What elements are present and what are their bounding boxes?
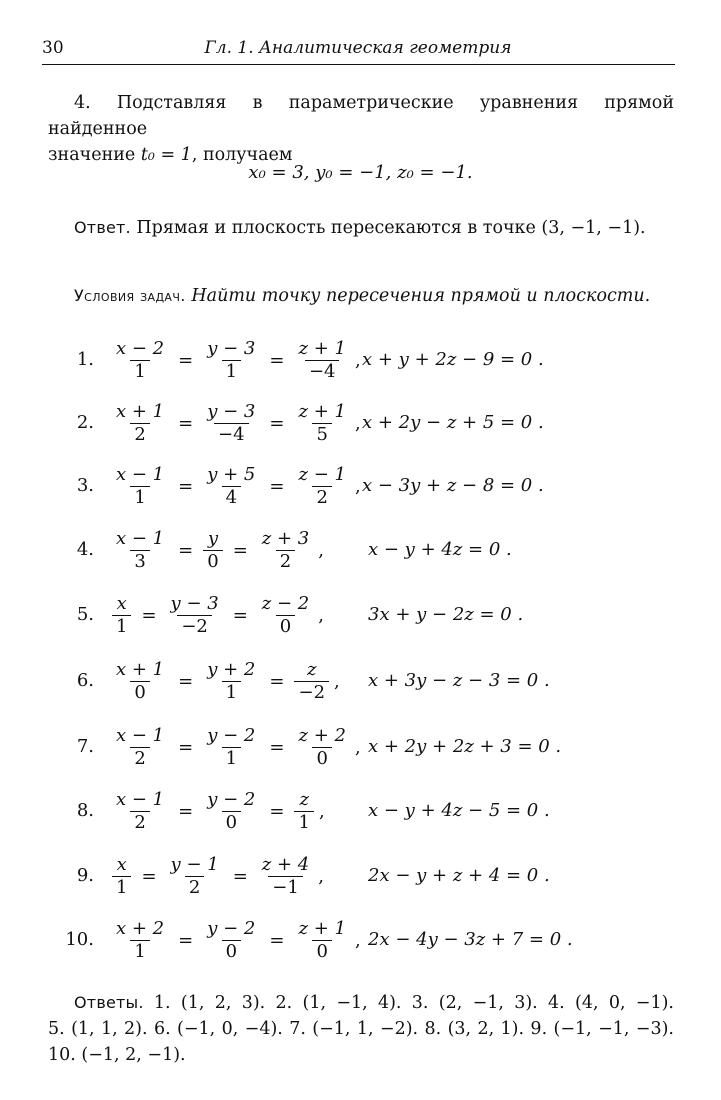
numerator: z − 1 [298, 463, 346, 485]
intro-paragraph [48, 90, 674, 168]
fraction [203, 338, 259, 383]
conditions-task: Найти точку пересечения прямой и плоскости. [191, 286, 651, 306]
numerator: x − 1 [116, 724, 165, 746]
header-rule [42, 64, 675, 65]
fraction [112, 918, 168, 963]
fraction [112, 401, 168, 446]
comma: , [318, 800, 325, 822]
denominator: 1 [130, 486, 149, 509]
comma: , [318, 604, 324, 626]
fraction [203, 789, 259, 834]
problem-number: 4. [76, 539, 94, 560]
equals-sign: = [141, 865, 157, 887]
fraction [258, 528, 313, 573]
denominator: 1 [112, 876, 131, 899]
numerator: z + 1 [298, 917, 346, 939]
fraction [294, 401, 349, 446]
fraction [112, 338, 168, 383]
plane-equation: x + y + 2z − 9 = 0 . [362, 349, 544, 370]
numerator: y [207, 527, 219, 549]
problem-row [0, 651, 721, 711]
denominator: 2 [130, 747, 149, 770]
fraction [203, 401, 259, 446]
numerator: y − 2 [207, 724, 256, 746]
running-header [42, 38, 674, 62]
fraction [294, 789, 313, 834]
plane-equation: x − y + 4z = 0 . [368, 539, 512, 560]
intro-prefix: значение [48, 145, 141, 165]
comma: , [354, 736, 361, 758]
numerator: y − 1 [170, 853, 219, 875]
numerator: y − 2 [207, 917, 256, 939]
comma: , [354, 475, 361, 497]
fraction [112, 593, 131, 638]
fraction [112, 659, 168, 704]
numerator: y − 3 [170, 592, 219, 614]
answers-line-1 [48, 990, 674, 1016]
problem-number: 3. [76, 475, 94, 496]
numerator: z + 1 [298, 400, 346, 422]
line-equation [108, 585, 324, 645]
intro-line-1: 4. Подставляя в параметрические уравнения прямой найденное [48, 93, 674, 139]
numerator: y + 5 [207, 463, 256, 485]
line-equation [108, 520, 324, 580]
fraction [167, 854, 223, 899]
problem-row [0, 456, 721, 516]
problem-row [0, 393, 721, 453]
denominator: 0 [222, 940, 241, 963]
denominator: 2 [130, 423, 149, 446]
numerator: z + 1 [298, 337, 346, 359]
answers-line-2: 5. (1, 1, 2). 6. (−1, 0, −4). 7. (−1, 1, −2). 8. (3, 2, 1). 9. (−1, −1, −3). [48, 1019, 674, 1039]
conditions-label: Условия задач. [74, 286, 186, 305]
fraction [112, 725, 168, 770]
plane-equation: x + 2y + 2z + 3 = 0 . [368, 736, 562, 757]
equals-sign: = [232, 539, 248, 561]
line-equation [108, 330, 361, 390]
denominator: 3 [130, 550, 149, 573]
equals-sign: = [178, 670, 194, 692]
denominator: −4 [214, 423, 249, 446]
comma: , [334, 670, 340, 692]
denominator: −2 [177, 615, 212, 638]
numerator: z + 3 [261, 527, 310, 549]
denominator: 0 [222, 811, 241, 834]
numerator: x − 2 [116, 337, 165, 359]
numerator: x + 2 [116, 917, 165, 939]
line-equation [108, 717, 361, 777]
problem-number: 9. [76, 865, 94, 886]
problem-row [0, 910, 721, 970]
equals-sign: = [269, 475, 285, 497]
problem-row [0, 330, 721, 390]
denominator: 4 [222, 486, 241, 509]
equals-sign: = [269, 800, 285, 822]
plane-equation: x + 3y − z − 3 = 0 . [368, 670, 550, 691]
numerator: z + 2 [298, 724, 346, 746]
equals-sign: = [232, 865, 248, 887]
equals-sign: = [141, 604, 157, 626]
line-equation [108, 456, 361, 516]
problem-number: 6. [76, 670, 94, 691]
problem-row [0, 781, 721, 841]
denominator: 2 [130, 811, 149, 834]
denominator: 2 [185, 876, 204, 899]
denominator: 2 [312, 486, 331, 509]
equals-sign: = [178, 800, 194, 822]
numerator: x + 1 [116, 400, 165, 422]
numerator: z [307, 658, 317, 680]
fraction [203, 464, 259, 509]
denominator: 1 [112, 615, 131, 638]
fraction [294, 725, 349, 770]
equals-sign: = [178, 736, 194, 758]
fraction [112, 789, 168, 834]
equals-sign: = [269, 412, 285, 434]
fraction [203, 659, 259, 704]
plane-equation: 3x + y − 2z = 0 . [368, 604, 524, 625]
denominator: 0 [312, 747, 331, 770]
fraction [294, 918, 349, 963]
fraction [203, 528, 222, 573]
denominator: 0 [276, 615, 295, 638]
numerator: z − 2 [261, 592, 310, 614]
denominator: 5 [312, 423, 331, 446]
problem-number: 2. [76, 412, 94, 433]
fraction [167, 593, 223, 638]
fraction [258, 854, 313, 899]
fraction [294, 659, 329, 704]
denominator: 1 [294, 811, 313, 834]
denominator: 1 [222, 681, 241, 704]
comma: , [318, 539, 324, 561]
denominator: 1 [222, 747, 241, 770]
numerator: x [116, 592, 127, 614]
plane-equation: x − y + 4z − 5 = 0 . [368, 800, 550, 821]
equals-sign: = [269, 929, 285, 951]
answers-block [48, 990, 674, 1068]
fraction [258, 593, 313, 638]
numerator: x [116, 853, 127, 875]
equals-sign: = [178, 349, 194, 371]
fraction [294, 464, 349, 509]
answers-line-1-text: 1. (1, 2, 3). 2. (1, −1, 4). 3. (2, −1, 3). 4. (4, 0, −1). [143, 993, 674, 1013]
fraction [203, 918, 259, 963]
line-equation [108, 651, 340, 711]
line-equation [108, 910, 361, 970]
numerator: y − 3 [207, 337, 256, 359]
equals-sign: = [178, 539, 194, 561]
answer-label: Ответ. [74, 218, 131, 237]
comma: , [318, 865, 324, 887]
answer-line [74, 218, 646, 238]
answers-line-3: 10. (−1, 2, −1). [48, 1045, 186, 1065]
problem-number: 7. [76, 736, 94, 757]
problem-row [0, 846, 721, 906]
equals-sign: = [269, 349, 285, 371]
equals-sign: = [178, 475, 194, 497]
line-equation [108, 781, 325, 841]
denominator: 0 [203, 550, 222, 573]
problem-row [0, 520, 721, 580]
problem-number: 5. [76, 604, 94, 625]
equals-sign: = [178, 412, 194, 434]
conditions-line [74, 286, 650, 306]
denominator: 1 [222, 360, 241, 383]
comma: , [354, 929, 361, 951]
plane-equation: x + 2y − z + 5 = 0 . [362, 412, 544, 433]
equals-sign: = [232, 604, 248, 626]
answer-text: Прямая и плоскость пересекаются в точке (3, −1, −1). [136, 218, 646, 238]
numerator: z + 4 [261, 853, 310, 875]
plane-equation: x − 3y + z − 8 = 0 . [362, 475, 544, 496]
denominator: 0 [130, 681, 149, 704]
answers-label: Ответы. [74, 993, 144, 1012]
numerator: z [299, 788, 309, 810]
fraction [112, 854, 131, 899]
numerator: y − 3 [207, 400, 256, 422]
denominator: −2 [294, 681, 329, 704]
denominator: −1 [268, 876, 303, 899]
comma: , [354, 412, 361, 434]
numerator: x − 1 [116, 463, 165, 485]
fraction [203, 725, 259, 770]
equals-sign: = [269, 670, 285, 692]
plane-equation: 2x − 4y − 3z + 7 = 0 . [368, 929, 573, 950]
denominator: −4 [305, 360, 340, 383]
comma: , [354, 349, 361, 371]
page-number: 30 [42, 38, 64, 58]
problem-row [0, 585, 721, 645]
fraction [112, 464, 168, 509]
line-equation [108, 846, 324, 906]
denominator: 0 [312, 940, 331, 963]
line-equation [108, 393, 361, 453]
numerator: x − 1 [116, 527, 165, 549]
problem-row [0, 717, 721, 777]
intro-suffix: , получаем [191, 145, 293, 165]
numerator: y − 2 [207, 788, 256, 810]
plane-equation: 2x − y + z + 4 = 0 . [368, 865, 550, 886]
equals-sign: = [269, 736, 285, 758]
numerator: x − 1 [116, 788, 165, 810]
problem-number: 8. [76, 800, 94, 821]
fraction [294, 338, 349, 383]
fraction [112, 528, 168, 573]
running-title: Гл. 1. Аналитическая геометрия [204, 38, 512, 58]
t0-value: t₀ = 1 [140, 145, 192, 165]
denominator: 1 [130, 940, 149, 963]
problem-number: 1. [76, 349, 94, 370]
denominator: 1 [130, 360, 149, 383]
numerator: x + 1 [116, 658, 165, 680]
numerator: y + 2 [207, 658, 256, 680]
equals-sign: = [178, 929, 194, 951]
problem-number: 10. [65, 929, 94, 950]
denominator: 2 [276, 550, 295, 573]
display-equation: x₀ = 3, y₀ = −1, z₀ = −1. [248, 162, 473, 183]
